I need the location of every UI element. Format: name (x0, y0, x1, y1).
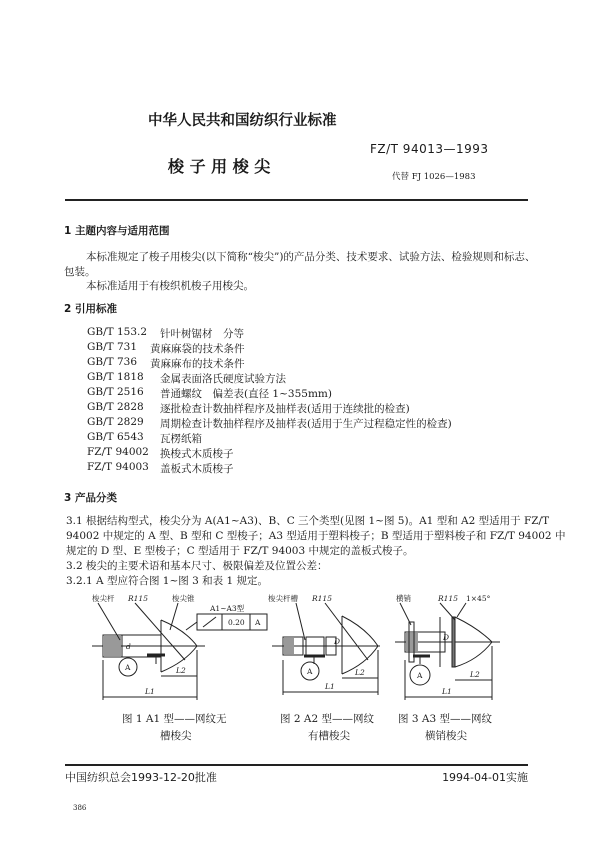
section-1-para1-cont: 包装。 (64, 266, 96, 278)
figure-3-drawing (395, 603, 500, 700)
fig1-dim-l2: L2 (176, 666, 186, 675)
fig1-label-radius: R115 (128, 594, 148, 603)
reference-code: GB/T 2516 (87, 386, 144, 398)
reference-title: 瓦楞纸箱 (160, 433, 202, 445)
fig3-label-pin: 横销 (396, 594, 411, 603)
figure-2-caption-cont: 有槽梭尖 (308, 730, 350, 742)
fig1-label-rod: 梭尖杆 (92, 594, 115, 603)
clause-3-2-1: 3.2.1 A 型应符合图 1~图 3 和表 1 规定。 (66, 575, 269, 587)
reference-title: 针叶树锯材 分等 (160, 328, 244, 340)
fig1-tolerance-value: 0.20 (228, 618, 245, 627)
fig1-tolerance-datum: A (255, 618, 261, 627)
reference-code: GB/T 153.2 (87, 326, 148, 338)
fig1-label-cone: 梭尖锥 (172, 594, 195, 603)
page-number: 386 (73, 804, 87, 812)
standard-number: FZ/T 94013—1993 (370, 142, 489, 156)
section-2-heading: 2 引用标准 (64, 303, 117, 315)
reference-code: GB/T 736 (87, 356, 138, 368)
reference-code: GB/T 2828 (87, 401, 144, 413)
fig2-dim-l1: L1 (325, 682, 335, 691)
fig1-dim-l1: L1 (145, 687, 155, 696)
reference-title: 逐批检查计数抽样程序及抽样表(适用于连续批的检查) (160, 403, 410, 415)
reference-title: 换梭式木质梭子 (160, 448, 234, 460)
figure-1-caption: 图 1 A1 型——网纹无 (122, 713, 227, 725)
page-title: 梭 子 用 梭 尖 (168, 157, 271, 176)
approval-date: 中国纺织总会1993-12-20批准 (65, 771, 217, 784)
fig3-label-radius: R115 (438, 594, 458, 603)
reference-title: 盖板式木质梭子 (160, 463, 234, 475)
fig2-label-radius: R115 (312, 594, 332, 603)
reference-title: 周期检查计数抽样程序及抽样表(适用于生产过程稳定性的检查) (160, 418, 452, 430)
fig1-datum-label: A (125, 663, 131, 672)
header-divider (65, 199, 528, 201)
fig1-tolerance-title: A1~A3型 (210, 604, 245, 613)
fig1-dim-d: d (126, 642, 131, 651)
fig2-dim-l2: L2 (355, 668, 365, 677)
figure-2-caption: 图 2 A2 型——网纹 (280, 713, 374, 725)
fig2-dim-d: D (334, 637, 341, 646)
figure-1-caption-cont: 槽梭尖 (160, 730, 192, 742)
figure-3-caption: 图 3 A3 型——网纹 (398, 713, 492, 725)
effective-date: 1994-04-01实施 (442, 771, 528, 784)
reference-code: GB/T 1818 (87, 371, 144, 383)
issuing-body-title: 中华人民共和国纺织行业标准 (148, 113, 337, 129)
reference-code: FZ/T 94002 (87, 446, 149, 458)
section-1-para1: 本标准规定了梭子用梭尖(以下简称“梭尖”)的产品分类、技术要求、试验方法、检验规则和标志、 (86, 251, 536, 263)
reference-code: GB/T 2829 (87, 416, 144, 428)
fig3-dim-l1: L1 (442, 687, 452, 696)
fig3-dim-d: D (443, 633, 450, 642)
reference-code: GB/T 6543 (87, 431, 144, 443)
replaces-standard: 代替 FJ 1026—1983 (392, 172, 476, 182)
clause-3-1: 3.1 根据结构型式，梭尖分为 A(A1~A3)、B、C 三个类型(见图 1~图 5)。A1 型和 A2 型适用于 FZ/T (66, 515, 550, 527)
fig3-label-chamfer: 1×45° (466, 594, 491, 603)
reference-title: 普通螺纹 偏差表(直径 1~355mm) (160, 388, 332, 400)
section-1-heading: 1 主题内容与适用范围 (64, 225, 170, 237)
footer-divider (65, 764, 528, 766)
clause-3-1-cont1: 94002 中规定的 A 型、B 型和 C 型梭子；A3 型适用于塑料梭子；B 型适用于塑料梭子和 FZ/T 94002 中 (66, 530, 566, 542)
figure-3-caption-cont: 横销梭尖 (425, 730, 467, 742)
reference-code: FZ/T 94003 (87, 461, 149, 473)
section-1-para2: 本标准适用于有梭织机梭子用梭尖。 (86, 280, 254, 292)
reference-title: 金属表面洛氏硬度试验方法 (160, 373, 286, 385)
clause-3-2: 3.2 梭尖的主要术语和基本尺寸、极限偏差及位置公差： (66, 560, 328, 572)
section-3-heading: 3 产品分类 (64, 492, 117, 504)
reference-title: 黄麻麻布的技术条件 (150, 358, 245, 370)
fig2-datum-label: A (307, 667, 313, 676)
clause-3-1-cont2: 规定的 D 型、E 型梭子；C 型适用于 FZ/T 94003 中规定的盖板式梭子。 (66, 545, 414, 557)
reference-code: GB/T 731 (87, 341, 138, 353)
fig2-label-groove: 梭尖杆槽 (268, 594, 298, 603)
fig3-datum-label: A (417, 671, 423, 680)
reference-title: 黄麻麻袋的技术条件 (150, 343, 245, 355)
fig3-dim-l2: L2 (470, 670, 480, 679)
